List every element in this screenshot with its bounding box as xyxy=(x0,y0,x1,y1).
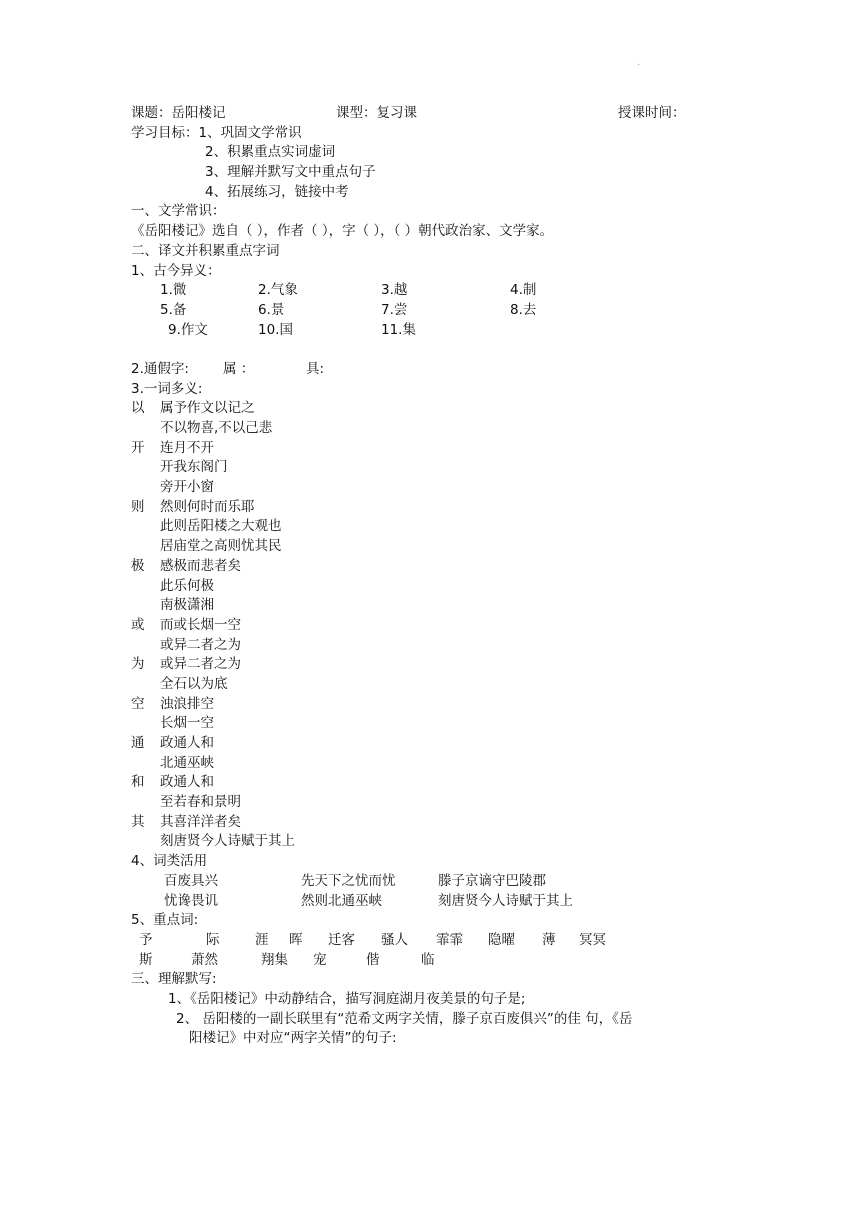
polysemy-char: 极 xyxy=(131,557,145,574)
polysemy-row xyxy=(131,636,731,656)
lesson-time-label: 授课时间： xyxy=(618,105,686,121)
polysemy-char: 则 xyxy=(131,498,145,515)
polysemy-example: 至若春和景明 xyxy=(160,794,241,811)
gujin-item: 8.去 xyxy=(510,301,537,318)
cilei-item: 忧谗畏讥 xyxy=(164,892,218,909)
polysemy-example: 或异二者之为 xyxy=(160,656,241,673)
subsection-heading: 1、古今异义： xyxy=(131,262,221,279)
keyword: 际 xyxy=(206,931,220,948)
keyword: 萧然 xyxy=(191,951,218,968)
gujin-item: 10.国 xyxy=(258,321,293,338)
cilei-item: 刻唐贤今人诗赋于其上 xyxy=(438,892,573,909)
polysemy-row xyxy=(131,754,731,774)
goals-row-4 xyxy=(131,183,731,203)
keyword: 迁客 xyxy=(328,931,355,948)
gujin-item: 2.气象 xyxy=(258,282,298,299)
gujin-item: 5.备 xyxy=(160,301,187,318)
polysemy-example: 此则岳阳楼之大观也 xyxy=(160,518,282,535)
polysemy-example: 或异二者之为 xyxy=(160,636,241,653)
polysemy-example: 属予作文以记之 xyxy=(160,400,255,417)
polysemy-char: 以 xyxy=(131,400,145,417)
dictation-question-1: 1、《岳阳楼记》中动静结合，描写洞庭湖月夜美景的句子是; xyxy=(168,990,526,1007)
polysemy-example: 居庙堂之高则忧其民 xyxy=(160,538,282,555)
gujin-item: 4.制 xyxy=(510,282,537,299)
polysemy-example: 旁开小窗 xyxy=(160,479,214,496)
subsection-heading: 5、重点词: xyxy=(131,912,199,929)
polysemy-row xyxy=(131,714,731,734)
tongjia-item: 属 ： xyxy=(223,360,255,377)
gujin-item: 3.越 xyxy=(381,282,408,299)
keyword: 晖 xyxy=(289,931,303,948)
section-heading: 二、译文并积累重点字词 xyxy=(131,242,280,259)
polysemy-row xyxy=(131,832,731,852)
cilei-item: 然则北通巫峡 xyxy=(301,892,382,909)
gujin-item: 6.景 xyxy=(258,301,285,318)
topic-label: 课题：岳阳楼记 xyxy=(131,105,226,121)
keyword-row xyxy=(131,931,731,951)
polysemy-row xyxy=(131,557,731,577)
keyword: 偕 xyxy=(366,951,380,968)
cilei-item: 滕子京谪守巴陵郡 xyxy=(438,872,546,889)
polysemy-row xyxy=(131,813,731,833)
polysemy-example: 长烟一空 xyxy=(160,715,214,732)
goals-label: 学习目标： xyxy=(131,124,199,141)
polysemy-row xyxy=(131,577,731,597)
header-row xyxy=(131,104,731,124)
goals-row-1 xyxy=(131,124,731,144)
gujin-item: 7.尝 xyxy=(381,301,408,318)
polysemy-example: 而或长烟一空 xyxy=(160,616,241,633)
polysemy-example: 北通巫峡 xyxy=(160,754,214,771)
polysemy-char: 和 xyxy=(131,774,145,791)
keyword: 霏霏 xyxy=(436,931,463,948)
goal-item: 4、拓展练习，链接中考 xyxy=(205,183,349,200)
subsection-heading: 3.一词多义: xyxy=(131,380,203,397)
polysemy-list xyxy=(131,399,731,852)
goal-item: 1、巩固文学常识 xyxy=(198,124,302,141)
polysemy-row xyxy=(131,439,731,459)
goal-item: 3、理解并默写文中重点句子 xyxy=(205,164,376,181)
polysemy-row xyxy=(131,399,731,419)
polysemy-row xyxy=(131,675,731,695)
gujin-item: 9.作文 xyxy=(168,321,208,338)
cilei-item: 先天下之忧而忧 xyxy=(301,872,396,889)
polysemy-row xyxy=(131,616,731,636)
gujin-row xyxy=(131,301,731,321)
gujin-item: 11.集 xyxy=(381,321,416,338)
polysemy-row xyxy=(131,498,731,518)
gujin-item: 1.微 xyxy=(160,282,187,299)
polysemy-example: 开我东阁门 xyxy=(160,459,228,476)
dictation-question-2-line1: 2、 岳阳楼的一副长联里有“范希文两字关情，滕子京百废俱兴”的佳 句，《岳 xyxy=(176,1010,633,1027)
polysemy-char: 为 xyxy=(131,656,145,673)
section-heading: 一、文学常识： xyxy=(131,203,226,220)
polysemy-row xyxy=(131,537,731,557)
goals-row-3 xyxy=(131,163,731,183)
keyword: 隐曜 xyxy=(488,931,515,948)
document-body xyxy=(131,104,731,1049)
polysemy-row xyxy=(131,517,731,537)
polysemy-row xyxy=(131,596,731,616)
keyword: 予 xyxy=(139,931,153,948)
keyword: 冥冥 xyxy=(579,931,606,948)
polysemy-char: 空 xyxy=(131,695,145,712)
polysemy-row xyxy=(131,419,731,439)
keyword: 涯 xyxy=(255,931,269,948)
polysemy-example: 然则何时而乐耶 xyxy=(160,498,255,515)
tongjia-row xyxy=(131,360,731,380)
keyword: 临 xyxy=(421,951,435,968)
polysemy-example: 不以物喜,不以己悲 xyxy=(160,420,273,437)
polysemy-example: 全石以为底 xyxy=(160,675,228,692)
tongjia-item: 具: xyxy=(306,360,325,377)
keyword-row xyxy=(131,951,731,971)
polysemy-example: 南极潇湘 xyxy=(160,597,214,614)
subsection-heading: 2.通假字: xyxy=(131,360,189,377)
polysemy-example: 连月不开 xyxy=(160,439,214,456)
lesson-type-label: 课型：复习课 xyxy=(336,105,417,121)
polysemy-example: 刻唐贤今人诗赋于其上 xyxy=(160,833,295,850)
polysemy-example: 浊浪排空 xyxy=(160,695,214,712)
gujin-row xyxy=(131,321,731,341)
keyword: 翔集 xyxy=(261,951,288,968)
polysemy-row xyxy=(131,478,731,498)
cilei-row xyxy=(131,892,731,912)
polysemy-row xyxy=(131,458,731,478)
polysemy-example: 政通人和 xyxy=(160,735,214,752)
literature-fill-in: 《岳阳楼记》选自（ ），作者（ ），字（ ），（ ）朝代政治家、文学家。 xyxy=(131,223,554,240)
page-dot: · xyxy=(637,60,641,71)
polysemy-row xyxy=(131,655,731,675)
subsection-heading: 4、词类活用 xyxy=(131,853,208,870)
polysemy-row xyxy=(131,773,731,793)
polysemy-row xyxy=(131,734,731,754)
dictation-question-2-line2: 阳楼记》中对应“两字关情”的句子: xyxy=(189,1030,397,1047)
goal-item: 2、积累重点实词虚词 xyxy=(205,144,336,161)
section-heading: 三、理解默写: xyxy=(131,971,217,988)
polysemy-char: 通 xyxy=(131,735,145,752)
polysemy-example: 其喜洋洋者矣 xyxy=(160,813,241,830)
cilei-item: 百废具兴 xyxy=(164,872,218,889)
keyword: 薄 xyxy=(542,931,556,948)
polysemy-char: 其 xyxy=(131,813,145,830)
keyword: 骚人 xyxy=(381,931,408,948)
keyword: 斯 xyxy=(139,951,153,968)
keyword: 宠 xyxy=(313,951,327,968)
polysemy-example: 政通人和 xyxy=(160,774,214,791)
polysemy-char: 开 xyxy=(131,439,145,456)
polysemy-example: 感极而悲者矣 xyxy=(160,557,241,574)
goals-row-2 xyxy=(131,143,731,163)
gujin-row xyxy=(131,281,731,301)
polysemy-example: 此乐何极 xyxy=(160,577,214,594)
cilei-row xyxy=(131,872,731,892)
polysemy-row xyxy=(131,695,731,715)
polysemy-row xyxy=(131,793,731,813)
polysemy-char: 或 xyxy=(131,616,145,633)
